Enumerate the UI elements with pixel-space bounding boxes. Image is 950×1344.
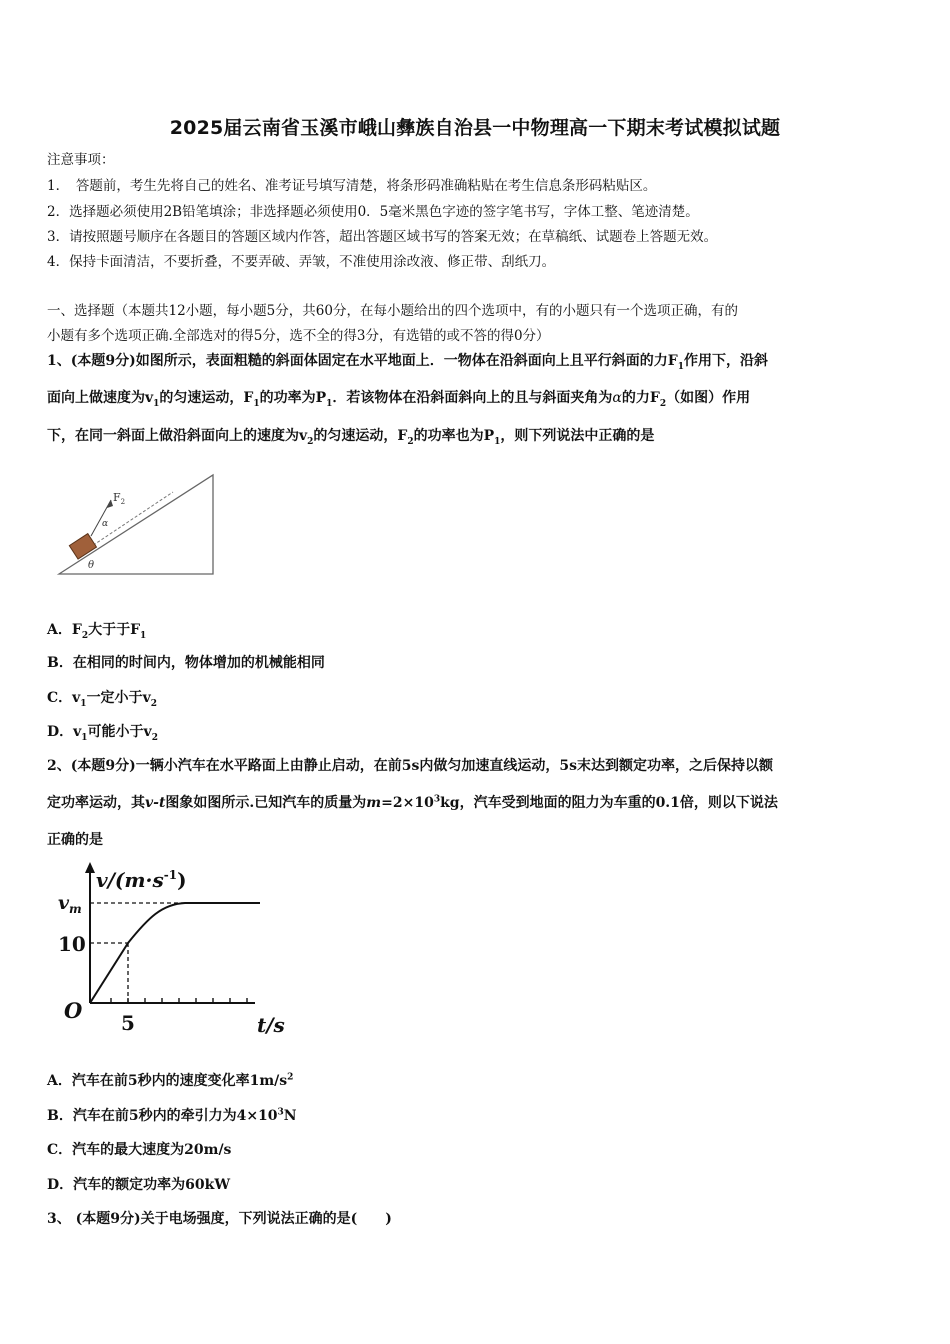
incline-triangle: [59, 475, 213, 574]
page-title: 2025届云南省玉溪市峨山彝族自治县一中物理高一下期末考试模拟试题: [169, 117, 781, 139]
section-header-line: 小题有多个选项正确.全部选对的得5分，选不全的得3分，有选错的或不答的得0分）: [47, 328, 550, 344]
q2-option-c[interactable]: C．汽车的最大速度为20m/s: [47, 1142, 232, 1158]
q1-option-d[interactable]: D．$v_1$可能小于$v_2$: [47, 724, 158, 743]
q1-option-c[interactable]: C．$v_1$一定小于$v_2$: [47, 690, 157, 709]
vm-label: $v_m$: [58, 892, 82, 916]
q2-line-2: 定功率运动，其v-t图象如图所示.已知汽车的质量为$m=2\times 10^3kg$，汽车受到地面的阻力为车重的0.1倍，则以下说法: [47, 794, 778, 811]
x-axis-label: t/s: [257, 1013, 285, 1037]
q1-option-a[interactable]: A．$F_2$大于于$F_1$: [47, 622, 147, 641]
notice-item: 2．选择题必须使用2B铅笔填涂；非选择题必须使用0．5毫米黑色字迹的签字笔书写，字体工整、笔迹清楚。: [47, 204, 699, 220]
y-tick-10: 10: [58, 932, 86, 956]
y-axis-label: $v/(m\cdot s^{-1})$: [96, 868, 187, 892]
notice-heading: 注意事项：: [47, 152, 115, 168]
force-f2-arrow: [91, 500, 111, 536]
alpha-label: α: [102, 519, 109, 529]
vt-graph: [50, 858, 300, 1038]
notice-item: 1． 答题前，考生先将自己的姓名、准考证号填写清楚，将条形码准确粘贴在考生信息条形码粘贴区。: [47, 178, 657, 194]
notice-item: 3．请按照题号顺序在各题目的答题区域内作答，超出答题区域书写的答案无效；在草稿纸、试题卷上答题无效。: [47, 229, 718, 245]
force-f2-label: $F_2$: [113, 491, 126, 506]
q3-line-1: 3、 (本题9分)关于电场强度，下列说法正确的是( ): [47, 1211, 392, 1227]
origin-label: O: [64, 998, 83, 1023]
y-axis-arrow: [85, 862, 95, 873]
notice-item: 4．保持卡面清洁，不要折叠，不要弄破、弄皱，不准使用涂改液、修正带、刮纸刀。: [47, 254, 556, 270]
q1-line-3: 下，在同一斜面上做沿斜面向上的速度为$v_2$的匀速运动，$F_2$的功率也为$P_1$，则下列说法中正确的是: [47, 428, 655, 447]
q2-option-b[interactable]: B．汽车在前5秒内的牵引力为$4\times 10^3N$: [47, 1107, 297, 1124]
q2-line-1: 2、(本题9分)一辆小汽车在水平路面上由静止启动，在前5s内做匀加速直线运动，5s末达到额定功率，之后保持以额: [47, 758, 773, 774]
theta-label: θ: [88, 560, 95, 571]
incline-figure: [55, 470, 220, 580]
section-header-line: 一、选择题（本题共12小题，每小题5分，共60分，在每小题给出的四个选项中，有的小题只有一个选项正确，有的: [47, 303, 738, 319]
q2-option-d[interactable]: D．汽车的额定功率为60kW: [47, 1177, 231, 1193]
q2-option-a[interactable]: A．汽车在前5秒内的速度变化率$1m/s^2$: [47, 1072, 294, 1089]
q1-line-1: 1、(本题9分)如图所示，表面粗糙的斜面体固定在水平地面上．一物体在沿斜面向上且平行斜面的力$F_1$作用下，沿斜: [47, 353, 768, 372]
accel-segment: [90, 943, 128, 1003]
q1-option-b[interactable]: B．在相同的时间内，物体增加的机械能相同: [47, 655, 325, 671]
q2-line-3: 正确的是: [47, 832, 103, 848]
power-curve: [128, 903, 260, 943]
x-tick-5: 5: [121, 1011, 135, 1035]
q1-line-2: 面向上做速度为$v_1$的匀速运动，$F_1$的功率为$P_1$．若该物体在沿斜面斜向上的且与斜面夹角为α的力$F_2$（如图）作用: [47, 390, 751, 409]
block: [69, 534, 96, 559]
